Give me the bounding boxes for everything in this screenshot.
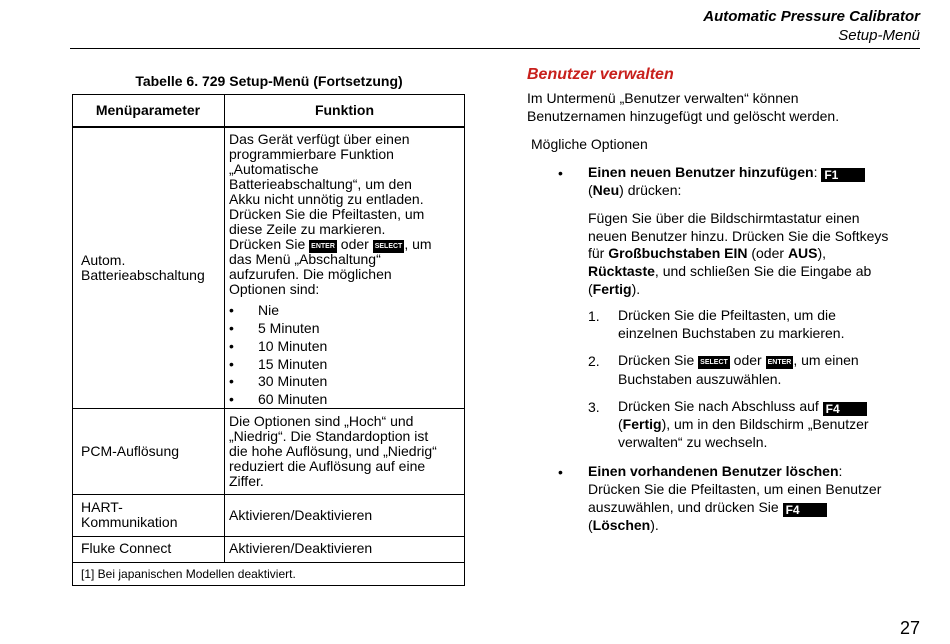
function-text: Aktivieren/Deaktivieren	[229, 507, 373, 523]
step-text: (Fertig), um in den Bildschirm „Benutzer	[618, 416, 869, 432]
delete-user-heading	[588, 462, 842, 480]
delete-user-text	[588, 498, 827, 517]
function-text: die hohe Auflösung, und „Niedrig“	[229, 443, 437, 459]
text-segment: drücken:	[627, 182, 682, 198]
option-label: 30 Minuten	[258, 373, 328, 389]
function-text: Drücken Sie die Pfeiltasten, um	[229, 206, 425, 222]
add-user-heading	[588, 163, 865, 182]
step-text	[618, 351, 859, 369]
function-text: das Menü „Abschaltung“	[229, 251, 381, 267]
param-auto-off-l2: Batterieabschaltung	[81, 267, 205, 283]
table-header-rule	[72, 126, 465, 128]
option-label: 60 Minuten	[258, 391, 328, 407]
param-hart-l1: HART-	[81, 499, 123, 515]
param-hart-l2: Kommunikation	[81, 514, 178, 530]
text-segment: auszuwählen, und drücken Sie	[588, 499, 779, 515]
text-segment: Fertig	[622, 416, 662, 432]
function-text: Das Gerät verfügt über einen	[229, 131, 410, 147]
text-segment: , und schließen Sie die Eingabe ab	[654, 263, 872, 279]
bullet-icon: •	[229, 373, 234, 389]
step-number: 1.	[588, 308, 600, 324]
text-segment: Drücken Sie	[229, 236, 306, 252]
table-row-divider	[72, 494, 465, 495]
options-label: Mögliche Optionen	[531, 136, 648, 152]
step-number: 2.	[588, 353, 600, 369]
text-segment: :	[813, 164, 818, 180]
section-title: Benutzer verwalten	[527, 66, 674, 83]
text-segment: Drücken Sie nach Abschluss auf	[618, 398, 819, 414]
bullet-icon: •	[558, 165, 563, 181]
step-text: verwalten“ zu wechseln.	[618, 434, 768, 450]
text-segment: AUS	[787, 245, 818, 261]
text-segment: Löschen	[592, 517, 651, 533]
add-user-desc: (Fertig).	[588, 281, 641, 297]
text-segment: für	[588, 245, 605, 261]
text-segment: (oder	[751, 245, 785, 261]
text-segment: Großbuchstaben EIN	[608, 245, 748, 261]
function-text: Batterieabschaltung“, um den	[229, 176, 412, 192]
select-key-icon: SELECT	[698, 356, 730, 369]
table-caption: Tabelle 6. 729 Setup-Menü (Fortsetzung)	[135, 73, 403, 89]
bullet-icon: •	[229, 320, 234, 336]
enter-key-icon: ENTER	[309, 240, 337, 253]
step-text: einzelnen Buchstaben zu markieren.	[618, 325, 845, 341]
text-segment: Neu	[592, 182, 620, 198]
column-header-function: Funktion	[314, 102, 375, 118]
bullet-icon: •	[229, 391, 234, 407]
intro-text: Im Untermenü „Benutzer verwalten“ können	[527, 90, 799, 106]
page-number: 27	[899, 618, 920, 638]
function-text: „Niedrig“. Die Standardoption ist	[229, 428, 429, 444]
table-row-divider	[72, 408, 465, 409]
bullet-icon: •	[558, 464, 563, 480]
enter-key-icon: ENTER	[766, 356, 794, 369]
text-segment: Fertig	[592, 281, 632, 297]
header-rule	[70, 48, 920, 49]
text-segment: Drücken Sie	[618, 352, 695, 368]
function-text: Aktivieren/Deaktivieren	[229, 540, 373, 556]
intro-text: Benutzernamen hinzugefügt und gelöscht werden.	[527, 108, 840, 124]
select-key-icon: SELECT	[373, 240, 405, 253]
delete-user-text: Drücken Sie die Pfeiltasten, um einen Benutzer	[588, 481, 882, 497]
add-user-desc: neuen Benutzer hinzu. Drücken Sie die Softkeys	[588, 228, 889, 244]
step-number: 3.	[588, 399, 600, 415]
table-column-divider	[224, 95, 225, 562]
option-label: Nie	[258, 302, 280, 318]
function-text: diese Zeile zu markieren.	[229, 221, 386, 237]
bullet-icon: •	[229, 338, 234, 354]
option-label: 5 Minuten	[258, 320, 320, 336]
param-fluke-connect: Fluke Connect	[81, 540, 172, 556]
function-text: Ziffer.	[229, 473, 264, 489]
text-segment: ).	[631, 281, 641, 297]
bullet-icon: •	[229, 302, 234, 318]
param-auto-off-l1: Autom.	[81, 252, 126, 268]
text-segment: ),	[817, 245, 827, 261]
f1-key-icon: F1	[821, 168, 865, 182]
function-text: Die Optionen sind „Hoch“ und	[229, 413, 414, 429]
function-text: programmierbare Funktion	[229, 146, 394, 162]
step-text: Drücken Sie die Pfeiltasten, um die	[618, 307, 836, 323]
text-segment: ), um in den Bildschirm „Benutzer	[661, 416, 869, 432]
f4-key-icon: F4	[783, 503, 827, 517]
text-segment: Einen vorhandenen Benutzer löschen	[588, 463, 839, 479]
f4-key-icon: F4	[823, 402, 867, 416]
option-label: 15 Minuten	[258, 356, 328, 372]
text-segment: ).	[650, 517, 659, 533]
add-user-line: (Neu) drücken:	[588, 182, 682, 198]
column-header-parameter: Menüparameter	[95, 102, 201, 118]
text-segment: Einen neuen Benutzer hinzufügen	[588, 164, 814, 180]
add-user-desc	[588, 244, 826, 262]
function-text: reduziert die Auflösung auf eine	[229, 458, 426, 474]
function-text: Akku nicht unnötig zu entladen.	[229, 191, 424, 207]
text-segment: oder	[733, 352, 762, 368]
add-user-desc	[588, 262, 871, 280]
document-title: Automatic Pressure Calibrator	[703, 8, 920, 25]
text-segment: :	[838, 463, 843, 479]
step-text: Buchstaben auszuwählen.	[618, 371, 782, 387]
function-text: „Automatische	[229, 161, 319, 177]
document-subtitle: Setup-Menü	[838, 27, 920, 44]
table-row-divider	[72, 536, 465, 537]
delete-user-text: (Löschen).	[588, 517, 659, 533]
text-segment: , um einen	[793, 352, 859, 368]
function-text: Optionen sind:	[229, 281, 320, 297]
text-segment: , um	[404, 236, 432, 252]
param-pcm: PCM-Auflösung	[81, 443, 180, 459]
function-text: aufzurufen. Die möglichen	[229, 266, 392, 282]
bullet-icon: •	[229, 356, 234, 372]
text-segment: oder	[340, 236, 369, 252]
table-row-divider	[72, 562, 465, 563]
step-text	[618, 397, 867, 416]
table-footnote: [1] Bei japanischen Modellen deaktiviert.	[81, 567, 296, 581]
add-user-desc: Fügen Sie über die Bildschirmtastatur einen	[588, 210, 860, 226]
text-segment: Rücktaste	[588, 263, 655, 279]
option-label: 10 Minuten	[258, 338, 328, 354]
